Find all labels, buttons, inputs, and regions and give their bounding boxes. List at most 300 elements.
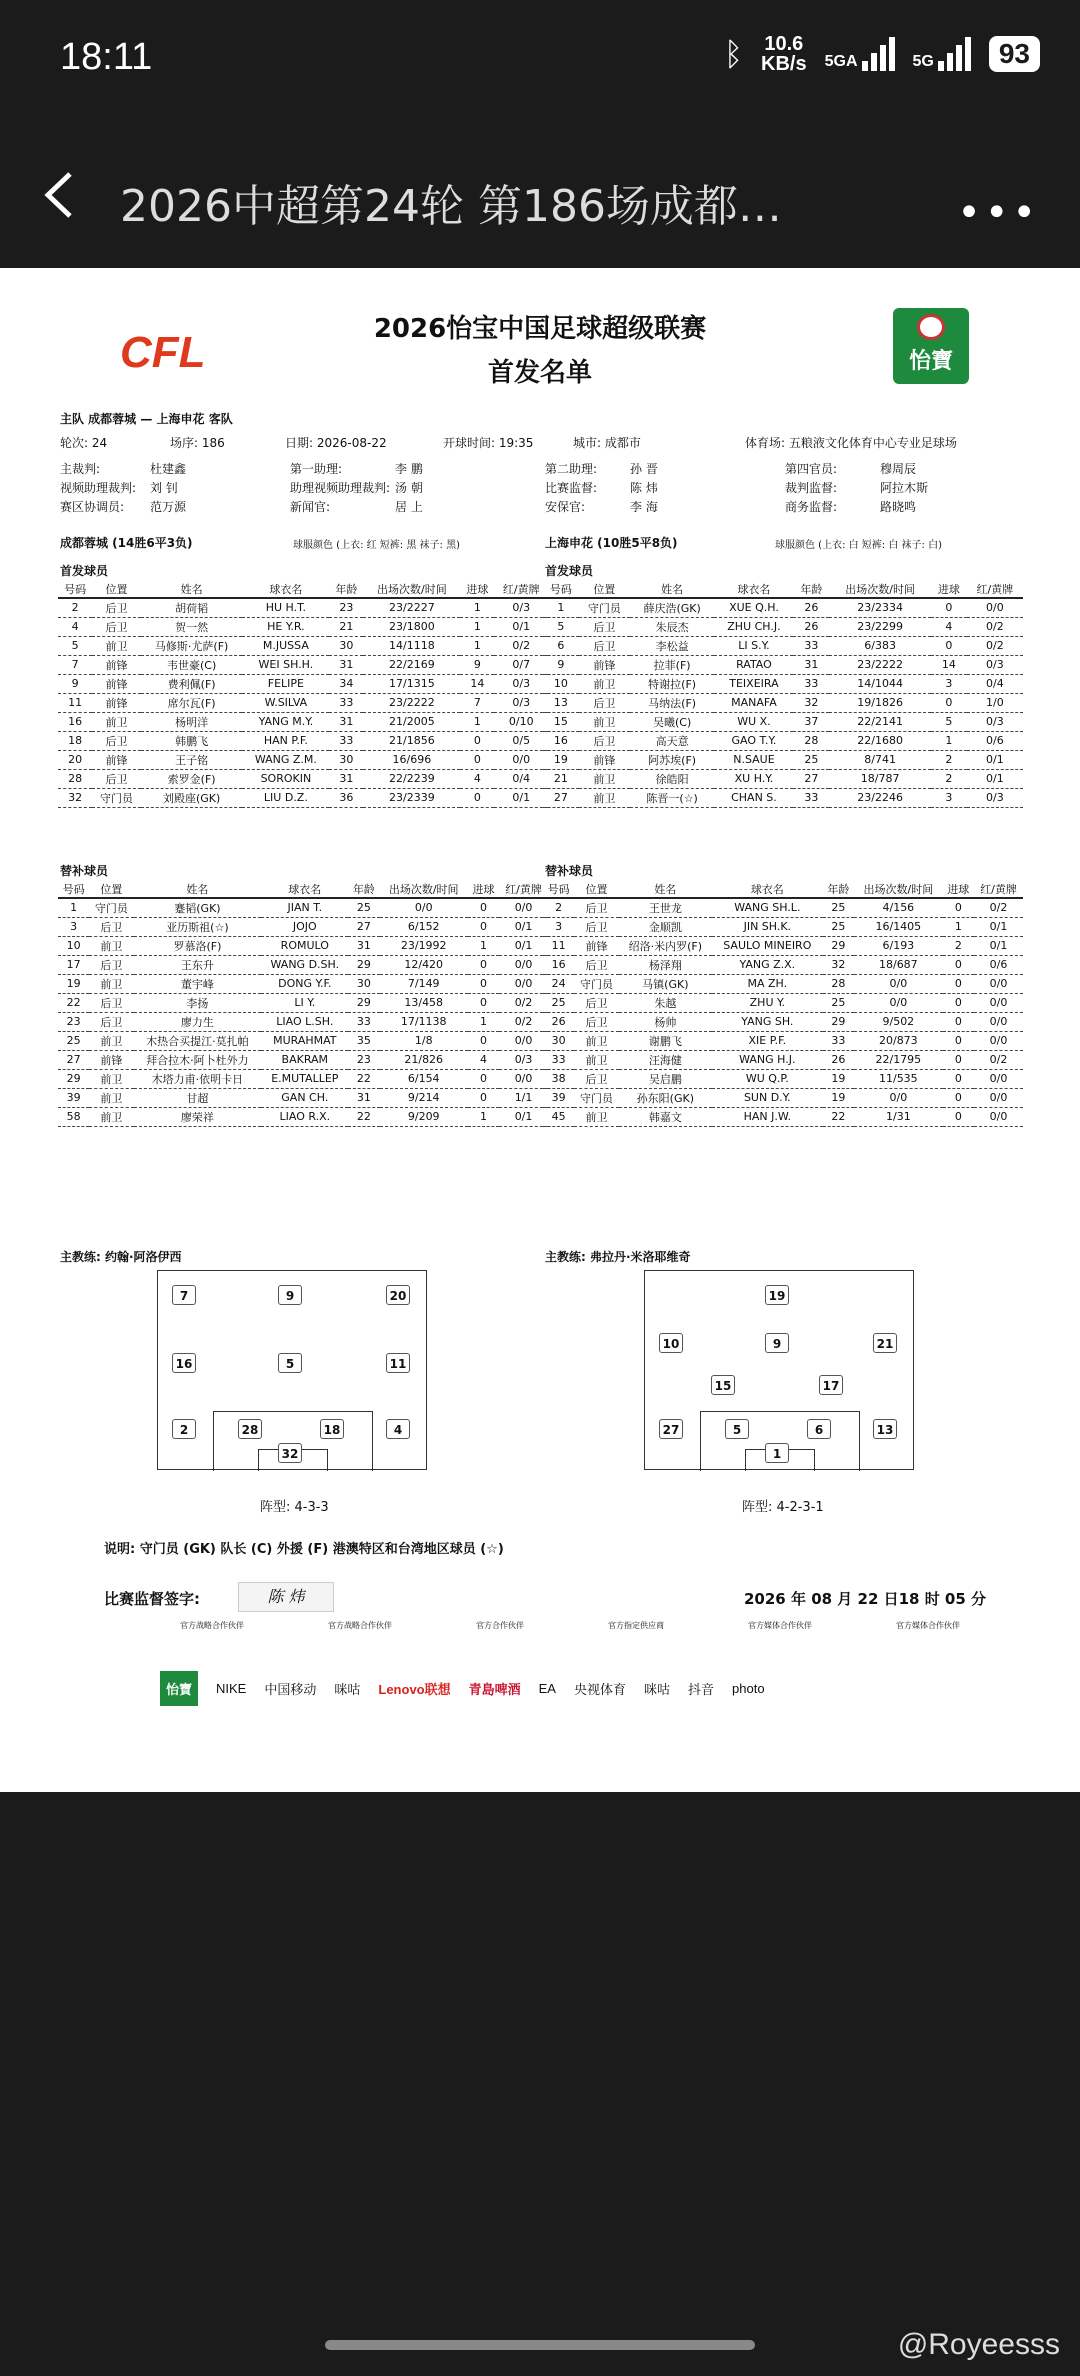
table-cell: 高天意 [630,731,715,750]
table-cell: 1 [931,731,967,750]
table-cell: 22 [348,1069,379,1088]
table-cell: 守门员 [92,788,141,807]
sign-time: 2026 年 08 月 22 日18 时 05 分 [744,1590,987,1608]
table-cell: 0/2 [974,1050,1023,1069]
table-cell: 31 [329,769,363,788]
player-row [58,1050,548,1069]
table-cell: 后卫 [579,731,630,750]
battery-icon: 93 [989,36,1040,72]
table-cell: W.SILVA [242,693,329,712]
column-header: 球衣名 [714,580,793,598]
table-cell: 亚历斯祖(☆) [134,917,262,936]
table-cell: ZHU Y. [712,993,823,1012]
table-cell: 后卫 [92,598,141,617]
table-cell: 17/1138 [380,1012,468,1031]
table-cell: 0 [931,598,967,617]
table-cell: 后卫 [579,617,630,636]
table-cell: ZHU CH.J. [714,617,793,636]
table-cell: 31 [348,1088,379,1107]
official-name: 范万源 [150,500,187,514]
table-cell: 前锋 [574,936,619,955]
table-cell: 前锋 [92,693,141,712]
table-cell: 前卫 [92,712,141,731]
table-cell: 14 [931,655,967,674]
table-cell: 韩鹏飞 [141,731,243,750]
sponsor-label: 官方媒体合作伙伴 [748,1621,812,1630]
away-formation-pitch [644,1270,914,1470]
table-cell: 0/3 [494,598,548,617]
legend: 说明: 守门员 (GK) 队长 (C) 外援 (F) 港澳特区和台湾地区球员 (☆) [104,1542,504,1557]
table-cell: 32 [58,788,92,807]
table-cell: 58 [58,1107,89,1126]
table-cell: N.SAUE [714,750,793,769]
player-row [543,674,1023,693]
table-cell: 7 [58,655,92,674]
table-cell: 21 [543,769,579,788]
table-cell: 后卫 [89,1012,133,1031]
table-cell: 32 [823,955,854,974]
table-cell: 3 [931,788,967,807]
player-row [58,674,548,693]
table-cell: 33 [543,1050,574,1069]
table-cell: 守门员 [579,598,630,617]
official-name: 穆周辰 [880,462,917,476]
table-cell: 0/0 [974,1012,1023,1031]
table-cell: 0/0 [974,1031,1023,1050]
table-cell: 前卫 [89,974,133,993]
table-cell: 6/383 [829,636,931,655]
player-row [543,1107,1023,1126]
table-cell: 0/3 [494,674,548,693]
table-cell: 杨帅 [619,1012,712,1031]
table-cell: DONG Y.F. [261,974,348,993]
away-subs-table [543,880,1023,1127]
player-row [58,898,548,917]
table-cell: 23/2222 [363,693,460,712]
sponsor-logo: 咪咕 [644,1681,671,1697]
home-formation-pitch [157,1270,427,1470]
table-cell: 后卫 [574,955,619,974]
table-cell: 12/420 [380,955,468,974]
table-cell: 汪海健 [619,1050,712,1069]
home-indicator[interactable] [325,2340,755,2350]
column-header: 出场次数/时间 [363,580,460,598]
table-cell: 王子铭 [141,750,243,769]
player-row [58,1107,548,1126]
table-cell: 后卫 [574,917,619,936]
sponsor-label: 官方媒体合作伙伴 [896,1621,960,1630]
table-cell: 6 [543,636,579,655]
table-cell: 0/2 [494,636,548,655]
table-cell: WU Q.P. [712,1069,823,1088]
table-cell: WANG H.J. [712,1050,823,1069]
table-cell: 5 [931,712,967,731]
table-cell: 23/2339 [363,788,460,807]
away-starting-label: 首发球员 [545,564,594,578]
table-cell: WEI SH.H. [242,655,329,674]
player-row [543,1050,1023,1069]
table-cell: 21/826 [380,1050,468,1069]
player-shirt-icon: 4 [386,1419,410,1439]
table-cell: 9/502 [854,1012,943,1031]
player-shirt-icon: 20 [386,1285,410,1305]
table-cell: 1/31 [854,1107,943,1126]
table-cell: 26 [543,1012,574,1031]
table-cell: 0/1 [967,769,1023,788]
table-cell: 0/2 [974,898,1023,917]
column-header: 姓名 [619,880,712,898]
table-cell: 前卫 [579,769,630,788]
table-cell: 22/2169 [363,655,460,674]
table-cell: 29 [823,1012,854,1031]
back-arrow-icon[interactable] [40,170,80,220]
table-cell: 0 [943,955,974,974]
table-cell: 后卫 [574,898,619,917]
table-cell: 21/2005 [363,712,460,731]
table-cell: 4/156 [854,898,943,917]
table-cell: 刘殿座(GK) [141,788,243,807]
table-cell: 0/1 [499,917,548,936]
table-cell: 0/0 [380,898,468,917]
table-cell: 吴启鹏 [619,1069,712,1088]
table-cell: 7/149 [380,974,468,993]
table-cell: 39 [58,1088,89,1107]
table-cell: HU H.T. [242,598,329,617]
table-cell: TEIXEIRA [714,674,793,693]
away-kit-colors: 球服颜色 (上衣: 白 短裤: 白 袜子: 白) [775,540,942,551]
table-cell: 13 [543,693,579,712]
sponsor-logo: photo [732,1680,765,1696]
player-shirt-icon: 7 [172,1285,196,1305]
player-row [58,712,548,731]
table-cell: 37 [793,712,829,731]
weibo-watermark: @Royeesss [897,2328,1060,2361]
table-cell: 后卫 [92,731,141,750]
table-cell: MURAHMAT [261,1031,348,1050]
table-cell: 0/0 [854,993,943,1012]
player-row [543,898,1023,917]
table-cell: 0/3 [967,712,1023,731]
table-cell: 0/1 [494,788,548,807]
column-header: 姓名 [134,880,262,898]
table-cell: 贺一然 [141,617,243,636]
table-cell: 0 [460,788,494,807]
table-cell: 前卫 [574,1050,619,1069]
table-cell: 7 [460,693,494,712]
table-cell: 0/3 [967,655,1023,674]
player-shirt-icon: 5 [278,1353,302,1373]
player-row [543,731,1023,750]
player-row [543,1069,1023,1088]
table-cell: 0 [943,974,974,993]
official-name: 居 上 [395,500,423,514]
table-cell: 前卫 [579,674,630,693]
table-cell: 0 [468,917,499,936]
column-header: 进球 [468,880,499,898]
table-cell: 9 [58,674,92,693]
table-cell: 0/0 [974,993,1023,1012]
sponsor-logo: 抖音 [688,1681,715,1697]
table-cell: 0/0 [974,1088,1023,1107]
table-cell: 15 [543,712,579,731]
column-header: 出场次数/时间 [829,580,931,598]
table-cell: 26 [823,1050,854,1069]
table-cell: 前卫 [579,788,630,807]
player-row [58,788,548,807]
table-cell: 31 [329,712,363,731]
table-cell: 前卫 [579,712,630,731]
match-date: 日期: 2026-08-22 [285,436,387,450]
sponsor-logo: EA [538,1680,556,1696]
table-cell: 0/0 [494,750,548,769]
table-cell: 26 [793,617,829,636]
table-cell: JOJO [261,917,348,936]
table-cell: 29 [348,993,379,1012]
table-cell: 1/8 [380,1031,468,1050]
table-cell: 后卫 [579,693,630,712]
table-cell: LI S.Y. [714,636,793,655]
player-row [58,917,548,936]
table-cell: 李扬 [134,993,262,1012]
official-name: 路晓鸣 [880,500,917,514]
home-team-record: 成都蓉城 (14胜6平3负) [60,536,193,550]
table-cell: 33 [329,693,363,712]
player-row [58,1012,548,1031]
table-cell: 前卫 [89,1107,133,1126]
table-cell: WANG Z.M. [242,750,329,769]
column-header: 位置 [89,880,133,898]
table-cell: 16 [543,955,574,974]
bluetooth-icon: ᛒ [723,35,744,72]
table-cell: MANAFA [714,693,793,712]
sponsor-row [160,1668,960,1708]
column-header: 红/黄牌 [967,580,1023,598]
table-cell: 前卫 [89,936,133,955]
table-cell: 4 [468,1050,499,1069]
table-cell: GAN CH. [261,1088,348,1107]
away-team-record: 上海申花 (10胜5平8负) [545,536,678,550]
official-role: 新闻官: [290,500,331,514]
column-header: 球衣名 [242,580,329,598]
table-cell: 0/0 [499,1031,548,1050]
player-shirt-icon: 6 [807,1419,831,1439]
table-cell: 31 [793,655,829,674]
table-cell: 11/535 [854,1069,943,1088]
doc-title: 2026怡宝中国足球超级联赛 [373,314,707,344]
table-cell: 0/0 [967,598,1023,617]
table-cell: 14/1118 [363,636,460,655]
player-row [543,993,1023,1012]
home-subs-label: 替补球员 [60,864,109,878]
table-cell: 陈晋一(☆) [630,788,715,807]
table-cell: 10 [58,936,89,955]
player-shirt-icon: 17 [819,1375,843,1395]
doc-subtitle: 首发名单 [487,358,592,388]
table-cell: 10 [543,674,579,693]
table-cell: 29 [823,936,854,955]
table-cell: 4 [58,617,92,636]
table-cell: 19 [823,1088,854,1107]
table-cell: 蹇韬(GK) [134,898,262,917]
table-cell: 谢鹏飞 [619,1031,712,1050]
table-cell: 33 [793,636,829,655]
column-header: 号码 [543,880,574,898]
table-cell: 前锋 [579,750,630,769]
official-name: 刘 钊 [150,481,178,495]
table-cell: 23 [58,1012,89,1031]
player-row [58,750,548,769]
table-cell: 0 [943,1069,974,1088]
player-row [58,769,548,788]
player-shirt-icon: 32 [278,1443,302,1463]
away-subs-label: 替补球员 [545,864,594,878]
table-cell: BAKRAM [261,1050,348,1069]
table-cell: 27 [58,1050,89,1069]
table-cell: 23/2227 [363,598,460,617]
player-shirt-icon: 15 [711,1375,735,1395]
player-shirt-icon: 28 [238,1419,262,1439]
sponsor-label: 官方战略合作伙伴 [328,1621,392,1630]
table-cell: 23/1992 [380,936,468,955]
table-cell: 25 [793,750,829,769]
table-cell: LIU D.Z. [242,788,329,807]
table-cell: 胡荷韬 [141,598,243,617]
column-header: 号码 [543,580,579,598]
table-cell: LI Y. [261,993,348,1012]
table-cell: 9 [460,655,494,674]
player-row [58,955,548,974]
table-cell: 4 [460,769,494,788]
player-shirt-icon: 5 [725,1419,749,1439]
player-row [543,712,1023,731]
table-cell: 前锋 [92,655,141,674]
table-cell: 24 [543,974,574,993]
table-cell: WANG SH.L. [712,898,823,917]
player-row [543,955,1023,974]
table-cell: 18/687 [854,955,943,974]
table-cell: 18/787 [829,769,931,788]
game-number: 场序: 186 [170,436,225,450]
lineup-document [0,268,1080,1792]
table-cell: 0/7 [494,655,548,674]
table-cell: 0 [931,636,967,655]
official-name: 李 海 [630,500,658,514]
sponsor-label: 官方指定供应商 [608,1621,664,1630]
player-row [543,693,1023,712]
player-row [543,598,1023,617]
table-cell: 19 [543,750,579,769]
table-cell: 14/1044 [829,674,931,693]
table-cell: 甘超 [134,1088,262,1107]
table-cell: 22/2141 [829,712,931,731]
column-header: 年龄 [348,880,379,898]
table-cell: 后卫 [89,917,133,936]
more-icon[interactable]: ••• [957,190,1040,236]
table-cell: 0 [468,1088,499,1107]
table-cell: 23 [348,1050,379,1069]
table-cell: 6/193 [854,936,943,955]
away-starting-table [543,580,1023,808]
table-cell: 0 [468,955,499,974]
table-cell: 5 [58,636,92,655]
home-coach: 主教练: 约翰·阿洛伊西 [60,1250,182,1264]
status-time: 18:11 [60,36,153,78]
table-cell: 31 [329,655,363,674]
table-cell: 11 [543,936,574,955]
table-cell: 特谢拉(F) [630,674,715,693]
table-cell: 30 [329,636,363,655]
table-cell: 3 [543,917,574,936]
table-cell: 22/2239 [363,769,460,788]
column-header: 红/黄牌 [494,580,548,598]
table-cell: 17 [58,955,89,974]
home-formation: 阵型: 4-3-3 [260,1500,329,1515]
table-cell: 守门员 [574,974,619,993]
sponsor-logo: 中国移动 [264,1681,317,1697]
table-cell: 0/4 [494,769,548,788]
table-cell: 1 [943,917,974,936]
table-cell: 马纳法(F) [630,693,715,712]
table-cell: 0 [943,993,974,1012]
table-cell: 0/6 [974,955,1023,974]
table-cell: 守门员 [574,1088,619,1107]
table-cell: 0/5 [494,731,548,750]
official-name: 杜建鑫 [150,462,187,476]
table-cell: 守门员 [89,898,133,917]
table-cell: 39 [543,1088,574,1107]
round: 轮次: 24 [60,436,108,450]
table-cell: 杨泽翔 [619,955,712,974]
table-cell: 25 [543,993,574,1012]
column-header: 进球 [931,580,967,598]
column-header: 进球 [943,880,974,898]
table-cell: 25 [823,917,854,936]
table-cell: 0 [468,993,499,1012]
table-cell: 17/1315 [363,674,460,693]
column-header: 姓名 [630,580,715,598]
table-cell: 2 [931,750,967,769]
table-cell: 3 [931,674,967,693]
table-cell: RATAO [714,655,793,674]
table-cell: 徐皓阳 [630,769,715,788]
table-cell: 0/0 [499,955,548,974]
table-cell: 9/214 [380,1088,468,1107]
table-cell: 6/152 [380,917,468,936]
table-cell: 后卫 [89,993,133,1012]
table-cell: 13/458 [380,993,468,1012]
home-starting-table [58,580,548,808]
table-cell: 21/1856 [363,731,460,750]
table-cell: 0/2 [499,1012,548,1031]
table-cell: 19 [58,974,89,993]
cfl-logo: CFL [120,328,206,377]
table-cell: 29 [58,1069,89,1088]
player-shirt-icon: 27 [659,1419,683,1439]
supervisor-signature: 陈 炜 [238,1582,334,1612]
table-cell: 0 [931,693,967,712]
column-header: 位置 [579,580,630,598]
table-cell: 16/696 [363,750,460,769]
table-cell: 2 [543,898,574,917]
table-cell: 木塔力甫·依明卡日 [134,1069,262,1088]
table-cell: 后卫 [89,955,133,974]
table-cell: 1/0 [967,693,1023,712]
player-row [543,750,1023,769]
sponsor-logo: NIKE [216,1680,247,1696]
kickoff-time: 开球时间: 19:35 [443,436,534,450]
table-cell: HAN J.W. [712,1107,823,1126]
official-name: 陈 炜 [630,481,658,495]
